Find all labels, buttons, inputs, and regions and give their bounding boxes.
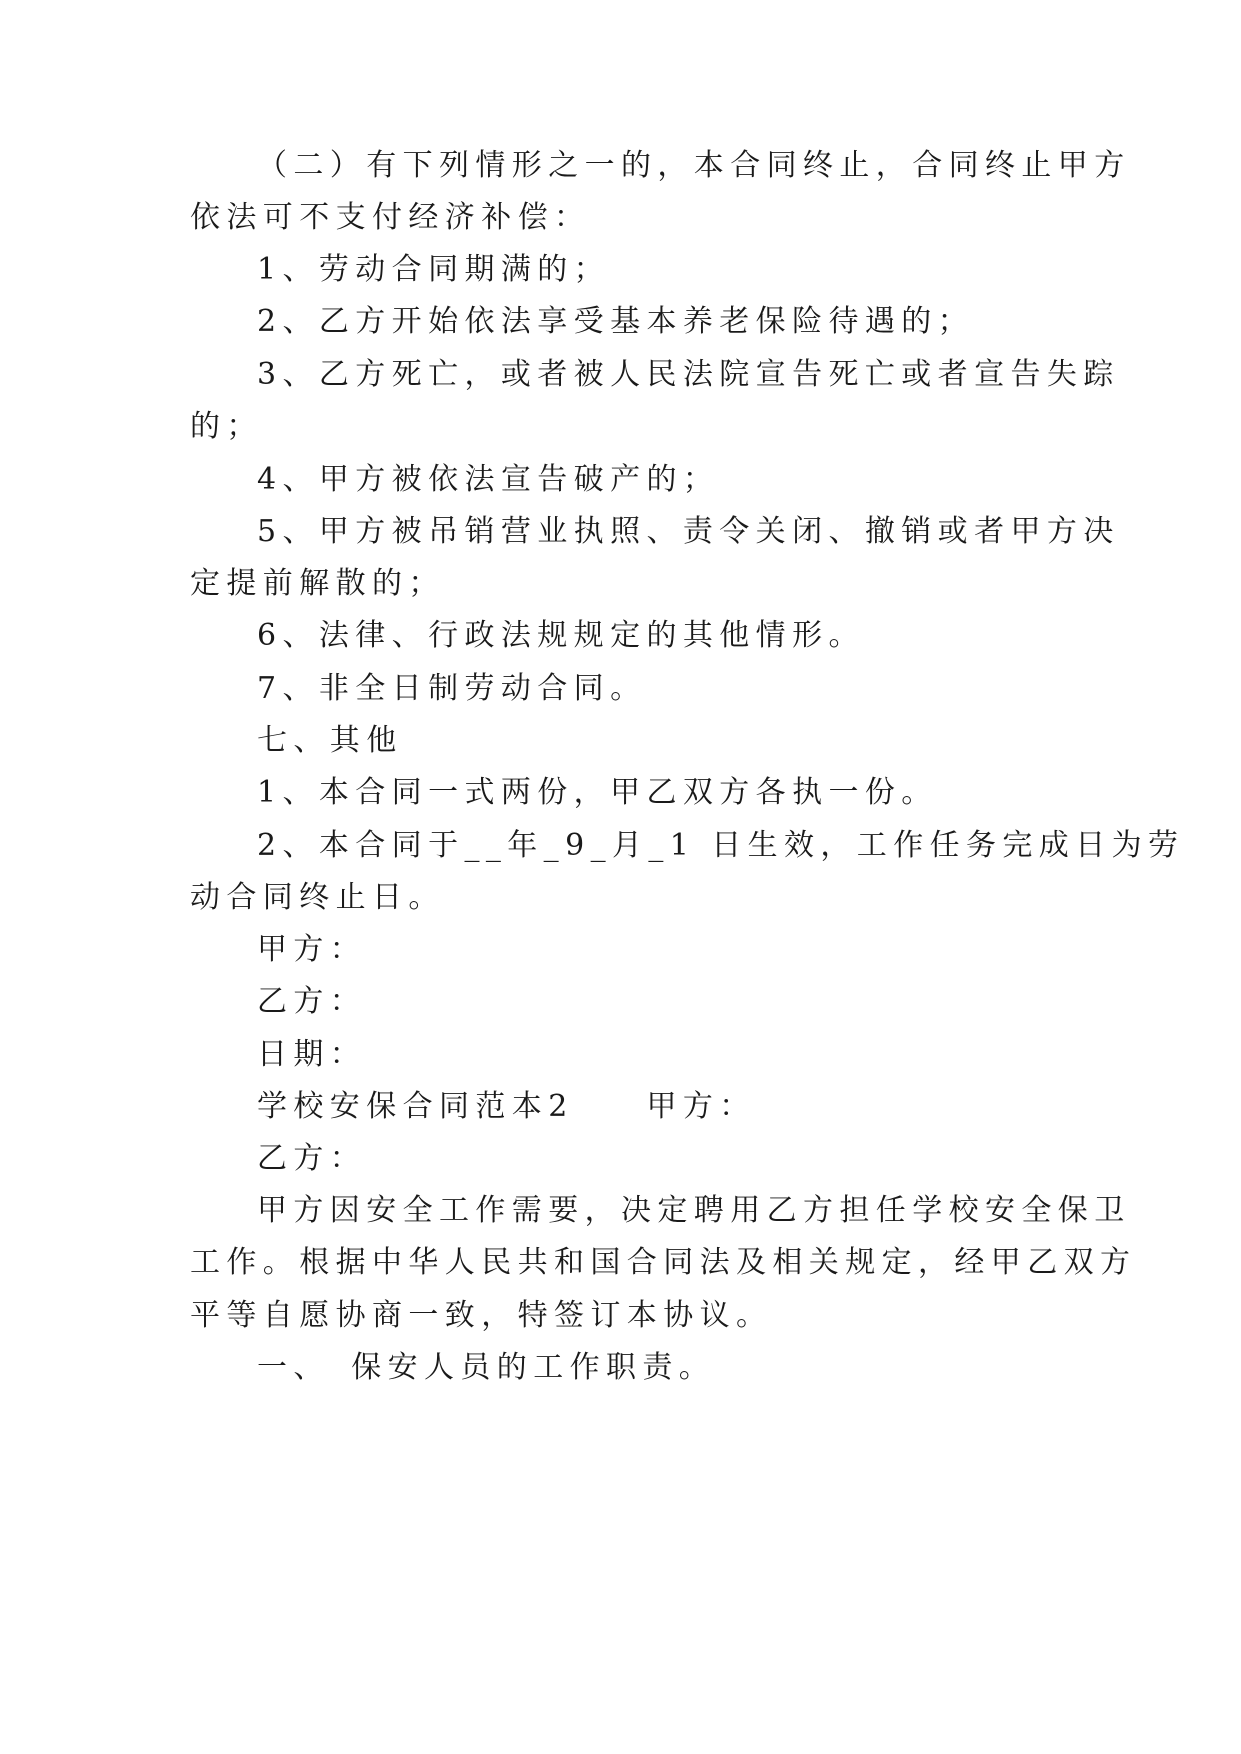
list-item: 7、非全日制劳动合同。	[257, 671, 647, 706]
paragraph-line: 工作。根据中华人民共和国合同法及相关规定，经甲乙双方	[190, 1245, 1137, 1280]
paragraph-line: 的；	[190, 409, 263, 444]
signature-party-b: 乙方：	[257, 984, 367, 1019]
paragraph-line: 定提前解散的；	[190, 566, 445, 601]
paragraph-line: 甲方因安全工作需要，决定聘用乙方担任学校安全保卫	[257, 1193, 1131, 1228]
list-item: 1、劳动合同期满的；	[257, 252, 611, 287]
paragraph-line: （二）有下列情形之一的，本合同终止，合同终止甲方	[257, 148, 1131, 183]
list-item: 2、本合同于__年_9_月_1 日生效，工作任务完成日为劳	[257, 828, 1185, 863]
list-item: 1、本合同一式两份，甲乙双方各执一份。	[257, 775, 938, 810]
section-heading: 七、其他	[257, 723, 403, 758]
signature-date: 日期：	[257, 1037, 367, 1072]
paragraph-line: 依法可不支付经济补偿：	[190, 200, 591, 235]
list-item: 4、甲方被依法宣告破产的；	[257, 462, 720, 497]
signature-party-a: 甲方：	[257, 932, 367, 967]
party-b-label: 乙方：	[257, 1141, 367, 1176]
list-item: 3、乙方死亡，或者被人民法院宣告死亡或者宣告失踪	[257, 357, 1120, 392]
contract-title: 学校安保合同范本2 甲方：	[257, 1089, 756, 1124]
list-item: 2、乙方开始依法享受基本养老保险待遇的；	[257, 304, 975, 339]
list-item: 6、法律、行政法规规定的其他情形。	[257, 618, 865, 653]
paragraph-line: 平等自愿协商一致，特签订本协议。	[190, 1298, 773, 1333]
section-heading: 一、 保安人员的工作职责。	[257, 1350, 716, 1385]
paragraph-line: 动合同终止日。	[190, 880, 445, 915]
list-item: 5、甲方被吊销营业执照、责令关闭、撤销或者甲方决	[257, 514, 1120, 549]
